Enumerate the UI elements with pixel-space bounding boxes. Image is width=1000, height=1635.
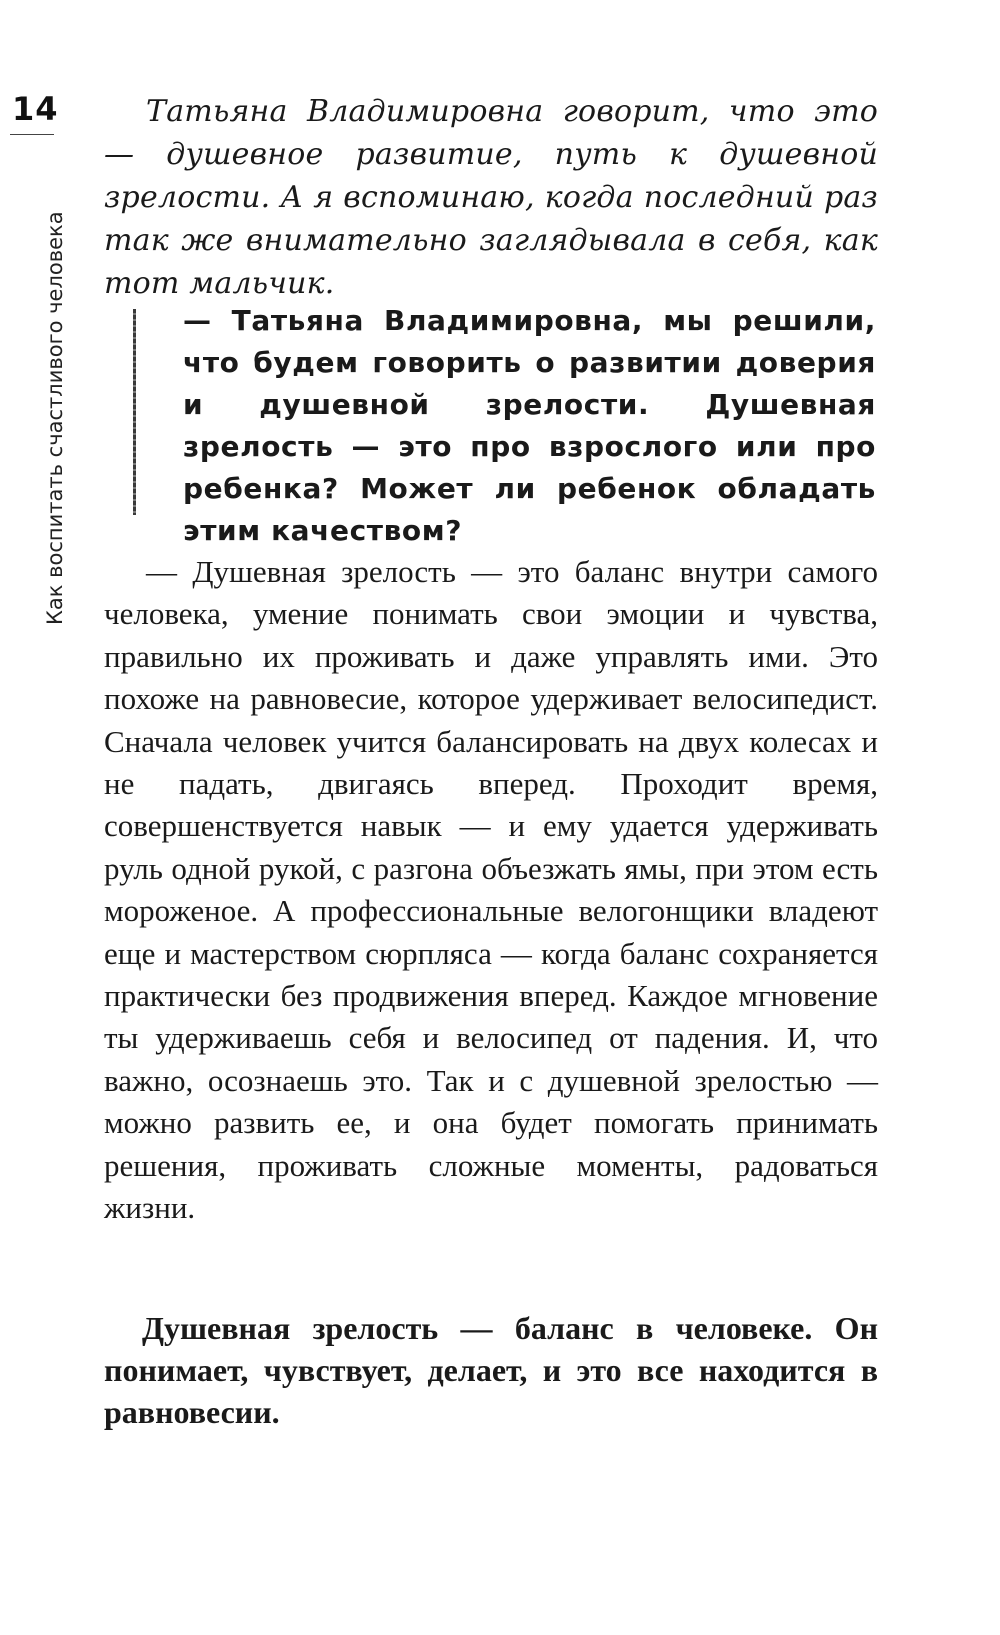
summary-bold-paragraph: Душевная зрелость — баланс в человеке. Он понимает, чувствует, делает, и это все находится в равновесии.	[104, 1310, 878, 1430]
running-head: Как воспитать счастливого человека	[43, 211, 67, 625]
interview-question: — Татьяна Владимировна, мы решили, что будем говорить о развитии доверия и душевной зрелости. Душевная зрелость — это про взрослого или про ребенка? Может ли ребенок обладать этим качеством?	[183, 304, 876, 547]
intro-italic-paragraph: Татьяна Владимировна говорит, что это — душевное развитие, путь к душевной зрелости. А я вспоминаю, когда последний раз так же внимательно заглядывала в себя, как тот мальчик.	[104, 94, 878, 301]
page-number: 14	[12, 90, 59, 128]
question-bar	[133, 309, 136, 515]
page-number-rule	[10, 134, 54, 135]
interview-answer: — Душевная зрелость — это баланс внутри самого человека, умение понимать свои эмоции и чувства, правильно их проживать и даже управлять ими. Это похоже на равновесие, которое удерживает велосипедист. Сначала человек учится балансировать на двух колесах и не падать, двигаясь вперед. Проходит время, совершенствуется навык — и ему удается удерживать руль одной рукой, с разгона объезжать ямы, при этом есть мороженое. А профессиональные велогонщики владеют еще и мастерством сюрпляса — когда баланс сохраняется практически без продвижения вперед. Каждое мгновение ты удерживаешь себя и велосипед от падения. И, что важно, осознаешь это. Так и с душевной зрелостью — можно развить ее, и она будет помогать принимать решения, проживать сложные моменты, радоваться жизни.	[104, 554, 878, 1226]
